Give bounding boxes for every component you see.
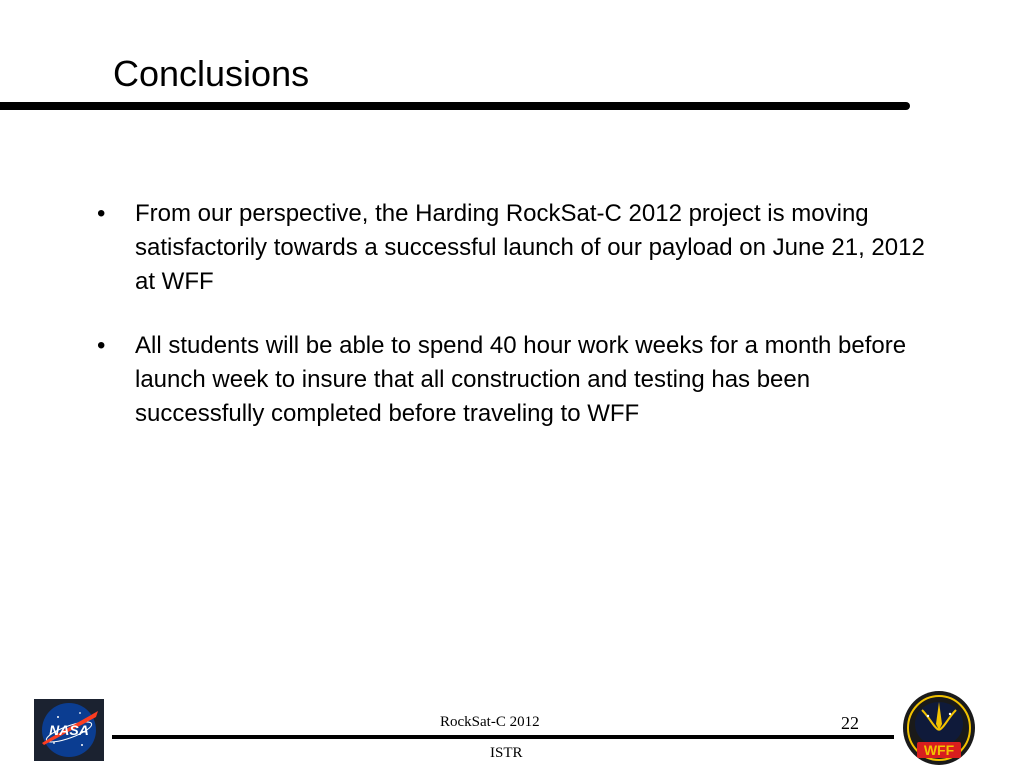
footer-center-text: ISTR bbox=[490, 745, 523, 761]
nasa-logo bbox=[34, 699, 104, 761]
nasa-logo-wordmark: NASA bbox=[49, 722, 89, 738]
bullet-marker: • bbox=[97, 332, 106, 359]
page-number: 22 bbox=[841, 713, 859, 733]
bullet-marker: • bbox=[97, 200, 106, 227]
bullet-list bbox=[97, 197, 927, 461]
title-underline bbox=[0, 102, 910, 110]
bullet-item bbox=[97, 197, 927, 299]
wff-logo bbox=[900, 688, 978, 766]
slide-title: Conclusions bbox=[113, 53, 310, 94]
bullet-item bbox=[97, 329, 927, 431]
footer-left-text: RockSat-C 2012 bbox=[440, 714, 540, 730]
wff-logo-wordmark: WFF bbox=[923, 742, 955, 758]
footer-divider bbox=[112, 735, 894, 739]
bullet-text: All students will be able to spend 40 hour work weeks for a month before launch week to insure that all construction and testing has been successfully completed before traveling to WFF bbox=[135, 332, 907, 427]
bullet-text: From our perspective, the Harding RockSat-C 2012 project is moving satisfactorily towards a successful launch of our payload on June 21, 2012 at WFF bbox=[135, 200, 925, 295]
